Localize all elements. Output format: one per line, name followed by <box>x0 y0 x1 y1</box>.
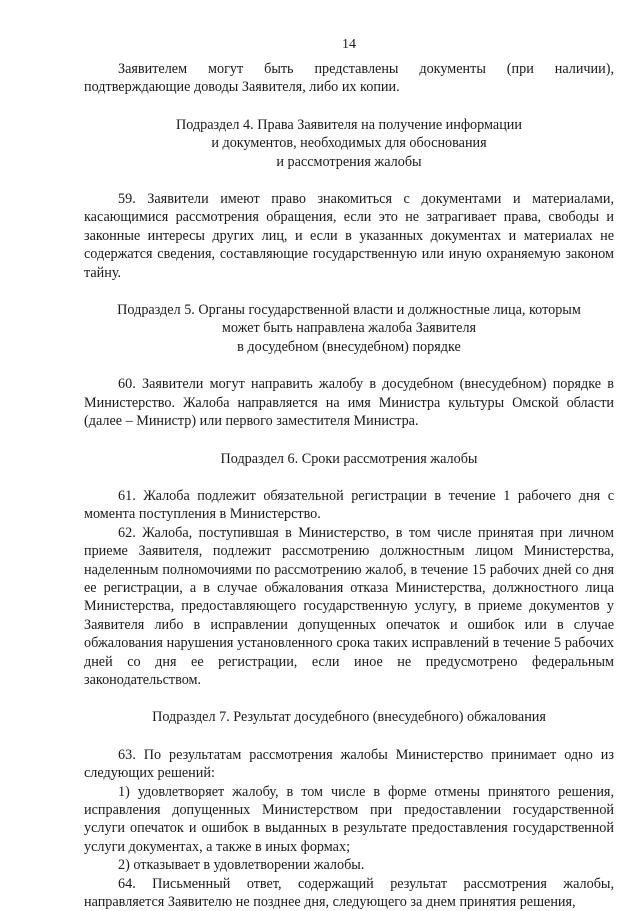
section-5-heading-line-1: Подраздел 5. Органы государственной власти и должностные лица, которым <box>117 302 581 319</box>
document-page <box>84 0 614 911</box>
intro-paragraph: Заявителем могут быть представлены документы (при наличии), подтверждающие доводы Заявителя, либо их копии. <box>84 61 614 96</box>
section-4-heading-line-3: и рассмотрения жалобы <box>276 153 422 170</box>
paragraph-63: 63. По результатам рассмотрения жалобы Министерство принимает одно из следующих решений: <box>84 746 614 782</box>
section-4-heading-line-1: Подраздел 4. Права Заявителя на получение информации <box>176 116 522 133</box>
list-item-2: 2) отказывает в удовлетворении жалобы. <box>118 857 365 874</box>
page-number: 14 <box>342 37 356 52</box>
section-7-heading-line-1: Подраздел 7. Результат досудебного (внесудебного) обжалования <box>152 709 546 726</box>
section-7-heading <box>84 708 614 726</box>
section-5-heading-line-3: в досудебном (внесудебном) порядке <box>237 338 461 355</box>
section-6-heading-line-1: Подраздел 6. Сроки рассмотрения жалобы <box>220 450 478 467</box>
paragraph-61: 61. Жалоба подлежит обязательной регистрации в течение 1 рабочего дня с момента поступления в Министерство. <box>84 487 614 523</box>
paragraph-62: 62. Жалоба, поступившая в Министерство, в том числе принятая при личном приеме Заявителя, подлежит рассмотрению должностным лицом Министерства, наделенным полномочиями по рассмотрению жалоб, в течение 15 рабочих дней со дня ее регистрации, а в случае обжалования отказа Министерства, должностного лица Министерства, предоставляющего государственную услугу, в приеме документов у Заявителя либо в исправлении допущенных опечаток и ошибок или в случае обжалования нарушения установленного срока таких исправлений в течение 5 рабочих дней со дня ее регистрации, если иное не предусмотрено федеральным законодательством. <box>84 524 614 688</box>
paragraph-60: 60. Заявители могут направить жалобу в досудебном (внесудебном) порядке в Министерство. Жалоба направляется на имя Министра культуры Омской области (далее – Министр) или первого заместителя Министра. <box>84 376 614 430</box>
section-4-heading <box>84 116 614 171</box>
section-6-heading <box>84 450 614 468</box>
section-4-heading-line-2: и документов, необходимых для обоснования <box>211 135 487 152</box>
page-content <box>84 60 614 911</box>
section-5-heading <box>84 301 614 356</box>
list-item-1: 1) удовлетворяет жалобу, в том числе в форме отмены принятого решения, исправления допущенных Министерством при предоставлении государственной услуги опечаток и ошибок в выданных в результате предоставления государственной услуги документах, а также в иных формах; <box>84 783 614 855</box>
paragraph-59: 59. Заявители имеют право знакомиться с документами и материалами, касающимися рассмотрения обращения, если это не затрагивает права, свободы и законные интересы других лиц, и если в указанных документах и материалах не содержатся сведения, составляющие государственную или иную охраняемую законом тайну. <box>84 191 614 281</box>
section-5-heading-line-2: может быть направлена жалоба Заявителя <box>221 320 477 337</box>
paragraph-64: 64. Письменный ответ, содержащий результат рассмотрения жалобы, направляется Заявителю не позднее дня, следующего за днем принятия решения, <box>84 875 614 911</box>
